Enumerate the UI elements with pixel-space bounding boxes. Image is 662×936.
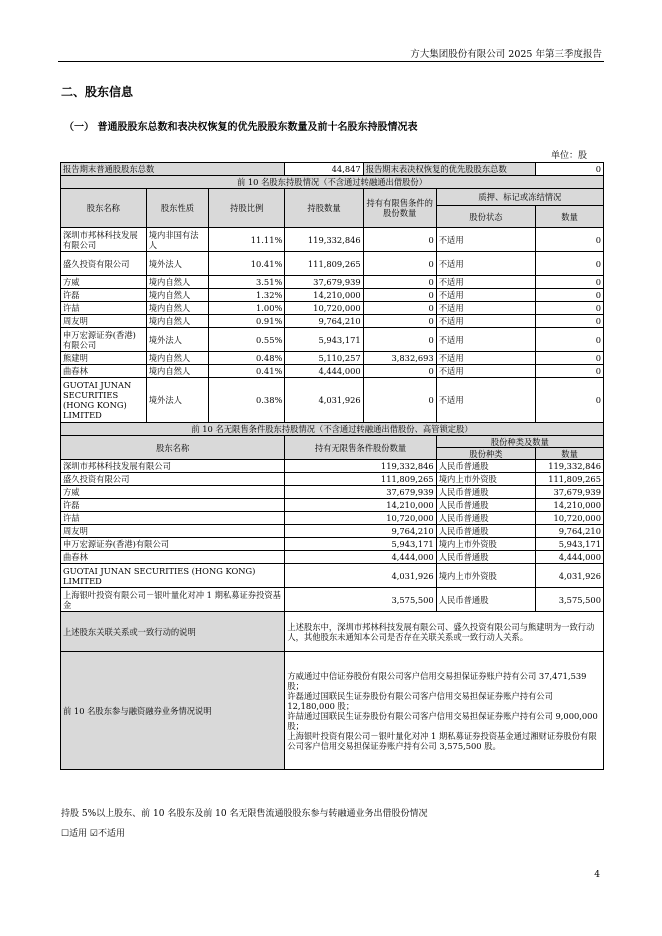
unres-share-count: 4,031,926	[536, 564, 604, 588]
holder-name: 许磊	[61, 289, 147, 302]
holder-name: 方威	[61, 276, 147, 289]
holder-restricted: 0	[363, 328, 436, 352]
unres-share-count: 119,332,846	[536, 460, 604, 473]
unres-header-kind-type: 股份种类	[436, 448, 535, 460]
header-divider	[58, 61, 604, 62]
margin-line: 方威通过中信证券股份有限公司客户信用交易担保证券账户持有公司 37,471,539 股；	[287, 670, 587, 691]
unres-header-kind-count: 数量	[536, 448, 604, 460]
top10-row	[61, 328, 604, 352]
unres-holder-name: 曲春林	[61, 551, 285, 564]
holder-qty: 111,809,265	[285, 252, 363, 276]
holder-ratio: 0.38%	[209, 378, 285, 423]
margin-line: 上海银叶投资有限公司－银叶量化对冲 1 期私募证券投资基金通过湘财证券股份有限公司客户信用交易担保证券账户持有公司 3,575,500 股。	[287, 730, 597, 751]
unres-holder-qty: 10,720,000	[285, 512, 436, 525]
pledge-count: 0	[536, 352, 604, 365]
unres-header-name: 股东名称	[61, 436, 285, 460]
unres-holder-name: 方威	[61, 486, 285, 499]
col-header-qty: 持股数量	[285, 189, 363, 228]
relations-text: 上述股东中，深圳市邦林科技发展有限公司、盛久投资有限公司与熊建明为一致行动人，其他股东未通知本公司是否存在关联关系或一致行动人关系。	[285, 612, 604, 652]
holder-qty: 5,110,257	[285, 352, 363, 365]
holder-name: 曲春林	[61, 365, 147, 378]
holder-restricted: 0	[363, 228, 436, 252]
pledge-count: 0	[536, 378, 604, 423]
subsection-title: （一） 普通股股东总数和表决权恢复的优先股股东数量及前十名股东持股情况表	[64, 122, 418, 133]
holder-qty: 37,679,939	[285, 276, 363, 289]
unres-share-count: 4,444,000	[536, 551, 604, 564]
margin-text	[285, 652, 604, 770]
holder-qty: 4,031,926	[285, 378, 363, 423]
pledge-status: 不适用	[436, 352, 535, 365]
report-header-title: 方大集团股份有限公司 2025 年第三季度报告	[410, 49, 602, 60]
unres-holder-name: 许喆	[61, 512, 285, 525]
holder-nature: 境内自然人	[146, 352, 208, 365]
col-header-nature: 股东性质	[146, 189, 208, 228]
pledge-status: 不适用	[436, 315, 535, 328]
unres-holder-name: 周友明	[61, 525, 285, 538]
unres-holder-qty: 119,332,846	[285, 460, 436, 473]
unres-share-type: 境内上市外资股	[436, 538, 535, 551]
holder-restricted: 0	[363, 252, 436, 276]
col-header-ratio: 持股比例	[209, 189, 285, 228]
top10-row	[61, 365, 604, 378]
col-header-restricted: 持有有限售条件的股份数量	[363, 189, 436, 228]
col-header-pledge: 质押、标记或冻结情况	[436, 189, 603, 206]
pledge-status: 不适用	[436, 276, 535, 289]
top10-row	[61, 228, 604, 252]
holder-name: 熊建明	[61, 352, 147, 365]
unres-share-count: 111,809,265	[536, 473, 604, 486]
total-holders-value: 44,847	[285, 163, 363, 176]
margin-line: 许喆通过国联民生证券股份有限公司客户信用交易担保证券账户持有公司 9,000,000 股；	[287, 710, 598, 731]
unres-share-type: 人民币普通股	[436, 588, 535, 612]
holder-restricted: 3,832,693	[363, 352, 436, 365]
pledge-count: 0	[536, 302, 604, 315]
unres-header-qty: 持有无限售条件股份数量	[285, 436, 436, 460]
unres-holder-qty: 14,210,000	[285, 499, 436, 512]
holder-nature: 境外法人	[146, 328, 208, 352]
holder-ratio: 0.55%	[209, 328, 285, 352]
holder-nature: 境外法人	[146, 252, 208, 276]
unrestricted-row	[61, 512, 604, 525]
unres-share-count: 3,575,500	[536, 588, 604, 612]
pledge-status: 不适用	[436, 289, 535, 302]
unres-holder-qty: 3,575,500	[285, 588, 436, 612]
unres-share-type: 境内上市外资股	[436, 564, 535, 588]
unrestricted-title: 前 10 名无限售条件股东持股情况（不含通过转融通出借股份、高管锁定股）	[61, 423, 604, 436]
holder-qty: 119,332,846	[285, 228, 363, 252]
pledge-status: 不适用	[436, 328, 535, 352]
pledge-status: 不适用	[436, 228, 535, 252]
top10-row	[61, 352, 604, 365]
margin-label: 前 10 名股东参与融资融券业务情况说明	[61, 652, 285, 770]
unrestricted-row	[61, 525, 604, 538]
holder-ratio: 1.00%	[209, 302, 285, 315]
pledge-status: 不适用	[436, 302, 535, 315]
shareholder-table	[60, 162, 604, 770]
holder-qty: 9,764,210	[285, 315, 363, 328]
holder-nature: 境内自然人	[146, 276, 208, 289]
holder-restricted: 0	[363, 289, 436, 302]
unrestricted-row	[61, 486, 604, 499]
footer-note: 持股 5%以上股东、前 10 名股东及前 10 名无限售流通股股东参与转融通业务出借股份情况	[61, 809, 428, 819]
col-header-count: 数量	[536, 206, 604, 228]
col-header-name: 股东名称	[61, 189, 147, 228]
holder-nature: 境内自然人	[146, 365, 208, 378]
unres-holder-name: 申万宏源证券(香港)有限公司	[61, 538, 285, 551]
holder-ratio: 0.91%	[209, 315, 285, 328]
pledge-count: 0	[536, 228, 604, 252]
top10-row	[61, 378, 604, 423]
pledge-status: 不适用	[436, 252, 535, 276]
holder-ratio: 1.32%	[209, 289, 285, 302]
unres-share-count: 5,943,171	[536, 538, 604, 551]
unrestricted-row	[61, 538, 604, 551]
section-title: 二、股东信息	[61, 85, 134, 99]
pledge-count: 0	[536, 315, 604, 328]
unres-holder-name: GUOTAI JUNAN SECURITIES (HONG KONG) LIMITED	[61, 564, 285, 588]
unres-header-kind: 股份种类及数量	[436, 436, 603, 448]
holder-name: 周友明	[61, 315, 147, 328]
top10-row	[61, 276, 604, 289]
unrestricted-row	[61, 499, 604, 512]
holder-ratio: 0.48%	[209, 352, 285, 365]
holder-nature: 境内自然人	[146, 289, 208, 302]
holder-qty: 10,720,000	[285, 302, 363, 315]
holder-name: GUOTAI JUNAN SECURITIES (HONG KONG) LIMITED	[61, 378, 147, 423]
unres-share-count: 14,210,000	[536, 499, 604, 512]
holder-name: 盛久投资有限公司	[61, 252, 147, 276]
relations-label: 上述股东关联关系或一致行动的说明	[61, 612, 285, 652]
unres-holder-qty: 5,943,171	[285, 538, 436, 551]
unres-holder-name: 上海银叶投资有限公司－银叶量化对冲 1 期私募证券投资基金	[61, 588, 285, 612]
unres-share-count: 37,679,939	[536, 486, 604, 499]
holder-ratio: 11.11%	[209, 228, 285, 252]
holder-restricted: 0	[363, 365, 436, 378]
top10-row	[61, 252, 604, 276]
unrestricted-row	[61, 473, 604, 486]
holder-nature: 境内非国有法人	[146, 228, 208, 252]
pledge-status: 不适用	[436, 365, 535, 378]
unres-share-type: 人民币普通股	[436, 499, 535, 512]
holder-nature: 境外法人	[146, 378, 208, 423]
pledge-count: 0	[536, 252, 604, 276]
holder-ratio: 10.41%	[209, 252, 285, 276]
pledge-status: 不适用	[436, 378, 535, 423]
pledge-count: 0	[536, 328, 604, 352]
top10-row	[61, 315, 604, 328]
holder-nature: 境内自然人	[146, 302, 208, 315]
pledge-count: 0	[536, 289, 604, 302]
total-holders-label: 报告期末普通股股东总数	[61, 163, 285, 176]
page-number: 4	[594, 870, 600, 880]
top10-row	[61, 302, 604, 315]
top10-row	[61, 289, 604, 302]
unres-holder-name: 深圳市邦林科技发展有限公司	[61, 460, 285, 473]
top10-title: 前 10 名股东持股情况（不含通过转融通出借股份）	[61, 176, 604, 189]
unres-share-type: 人民币普通股	[436, 525, 535, 538]
holder-qty: 5,943,171	[285, 328, 363, 352]
holder-name: 深圳市邦林科技发展有限公司	[61, 228, 147, 252]
unres-share-type: 人民币普通股	[436, 551, 535, 564]
holder-ratio: 0.41%	[209, 365, 285, 378]
pledge-count: 0	[536, 276, 604, 289]
unrestricted-row	[61, 564, 604, 588]
unres-share-type: 人民币普通股	[436, 460, 535, 473]
holder-qty: 14,210,000	[285, 289, 363, 302]
unres-holder-qty: 9,764,210	[285, 525, 436, 538]
unres-share-type: 人民币普通股	[436, 512, 535, 525]
unrestricted-row	[61, 588, 604, 612]
unres-holder-name: 许磊	[61, 499, 285, 512]
unres-share-type: 境内上市外资股	[436, 473, 535, 486]
holder-restricted: 0	[363, 302, 436, 315]
footer-options: ☐适用 ☑不适用	[61, 829, 125, 839]
unres-holder-name: 盛久投资有限公司	[61, 473, 285, 486]
pref-holders-label: 报告期末表决权恢复的优先股股东总数	[363, 163, 536, 176]
holder-restricted: 0	[363, 276, 436, 289]
unres-share-type: 人民币普通股	[436, 486, 535, 499]
pref-holders-value: 0	[536, 163, 604, 176]
margin-line: 许磊通过国联民生证券股份有限公司客户信用交易担保证券账户持有公司 12,180,000 股；	[287, 690, 553, 711]
holder-nature: 境内自然人	[146, 315, 208, 328]
holder-restricted: 0	[363, 315, 436, 328]
unres-holder-qty: 4,444,000	[285, 551, 436, 564]
unres-share-count: 10,720,000	[536, 512, 604, 525]
unrestricted-row	[61, 460, 604, 473]
unrestricted-row	[61, 551, 604, 564]
unres-holder-qty: 37,679,939	[285, 486, 436, 499]
holder-restricted: 0	[363, 378, 436, 423]
holder-qty: 4,444,000	[285, 365, 363, 378]
holder-name: 申万宏源证券(香港)有限公司	[61, 328, 147, 352]
unres-holder-qty: 111,809,265	[285, 473, 436, 486]
pledge-count: 0	[536, 365, 604, 378]
holder-name: 许喆	[61, 302, 147, 315]
holder-ratio: 3.51%	[209, 276, 285, 289]
col-header-status: 股份状态	[436, 206, 535, 228]
unres-share-count: 9,764,210	[536, 525, 604, 538]
unit-label: 单位：股	[550, 151, 587, 161]
unres-holder-qty: 4,031,926	[285, 564, 436, 588]
